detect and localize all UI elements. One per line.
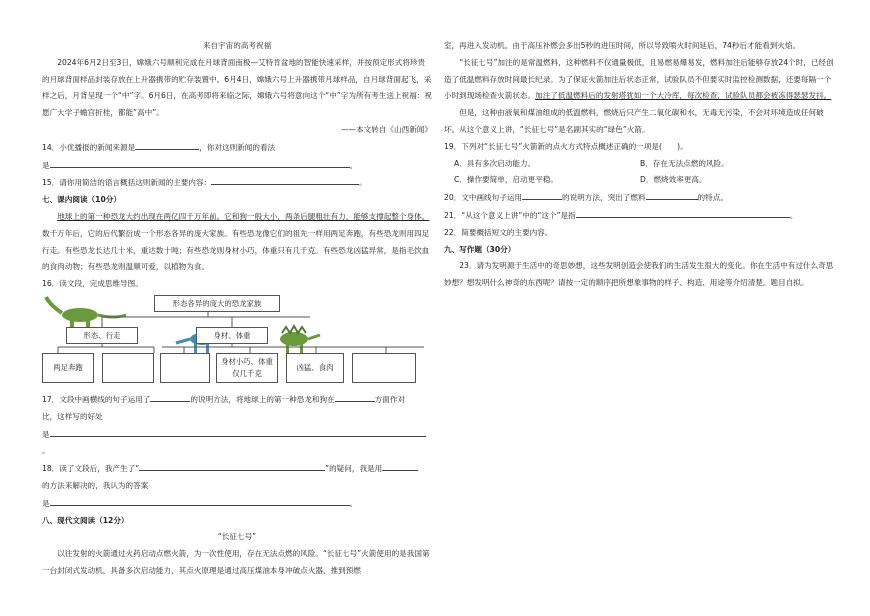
q18-line2: 的方法来解决的，我认为的答案: [42, 480, 149, 490]
q17-line3-text: 是: [42, 429, 50, 439]
dinosaur-left-icon: [46, 297, 126, 329]
article-p2-underlined: 加注了低温燃料后的发射塔犹如一个大冷库，每次检查，试验队员都会被冻得瑟瑟发抖。: [535, 91, 832, 101]
q14-tail: ，你对这则新闻的看法: [199, 142, 276, 152]
q20-text: 20．文中画线句子运用: [444, 193, 523, 203]
question-19: 19．下列对“长征七号”火箭新的点火方式特点概述正确的一项是( )。: [444, 141, 688, 151]
answer-box-1[interactable]: [102, 353, 154, 383]
news-source: ——本文转自《山西新闻》: [340, 124, 432, 134]
q19-option-a[interactable]: A．具有多次启动能力。: [454, 158, 536, 168]
q19-option-c[interactable]: C．操作要简单，启动更平稳。: [454, 175, 559, 185]
question-17: [42, 391, 432, 409]
q18-line3-text: 是: [42, 498, 50, 508]
q21-blank[interactable]: [576, 207, 790, 218]
q14-line2: 是 。: [42, 157, 432, 175]
q21-text: 21．“从这个意义上讲”中的“这个”是指: [444, 210, 576, 220]
left-column: [42, 38, 432, 580]
q18-blank-1[interactable]: [139, 460, 325, 471]
question-16: 16．读文段，完成思维导图。: [42, 279, 143, 289]
section-7-heading: 七、课内阅读（10分）: [42, 195, 121, 205]
q19-options-row-2: [444, 172, 834, 189]
q20-blank-2[interactable]: [646, 189, 698, 200]
news-paragraph: 2024年6月2日至3日，嫦娥六号顺利完成在月球背面南极—艾特肯盆地的智能快速采样，并按预定形式将珍贵的月球背面样品封装存放在上升器携带的贮存装置中。6月4日，嫦娥六号上升器携带月球样品，自月球背面起飞，采样之后，月背呈现一个“中”字。6月6日，在高考即将来临之际，嫦娥六号将意向这个“中”字为所有考生送上祝福：祝愿广大学子蟾宫折桂，都能“高中”。: [42, 57, 432, 118]
q18-text: 18．读了文段后，我产生了“: [42, 464, 140, 474]
diagram-title-box: 形态各异的庞大的恐龙家族: [154, 295, 280, 312]
q17-blank-1[interactable]: [150, 391, 190, 402]
q19-option-d[interactable]: D．燃烧效率更高。: [640, 175, 707, 185]
article-title: “长征七号”: [217, 532, 257, 542]
q18-answer-blank[interactable]: [50, 495, 350, 506]
q18-end: 。: [349, 498, 358, 508]
question-15: 15．请你用简洁的语言概括这则新闻的主要内容： 。: [42, 174, 432, 192]
question-21: [444, 207, 834, 225]
article-paragraph-3: 但是，这种由液氧和煤油组成的低温燃料，燃烧后只产生二氧化碳和水，无毒无污染，不会对环境造成任何破坏。从这个意义上讲，“长征七号”是名副其实的“绿色”火箭。: [444, 108, 824, 134]
q19-option-b[interactable]: B．存在无法点燃的风险。: [640, 158, 729, 168]
q14-text: 14．小优播报的新闻来源是: [42, 142, 136, 152]
answer-box-3[interactable]: [352, 353, 416, 383]
q17-tail: 方面作对: [374, 394, 406, 404]
underlined-sentence: 地球上的第一种恐龙大约出现在两亿四千万年前。它和狗一般大小，两条后腿粗壮有力，能够支撑起整个身体。: [57, 211, 430, 221]
article-paragraph-2: [444, 55, 834, 105]
q20-blank-1[interactable]: [522, 189, 562, 200]
q18-line3: [42, 495, 432, 513]
q21-end: 。: [789, 210, 798, 220]
q17-end: 。: [42, 446, 50, 456]
article-paragraph-1-cont: 室，再进入发动机。由于高压补燃会多出5秒的进压时间，所以导致喷火时间延后，74秒后才能看到火焰。: [444, 41, 801, 50]
q18-blank-2[interactable]: [382, 460, 418, 471]
q17-answer-blank[interactable]: [50, 426, 426, 437]
q17-line2: 比，这样写的好处: [42, 411, 103, 421]
q14-answer-blank[interactable]: [50, 157, 350, 168]
reading-paragraph: [42, 209, 432, 276]
box-small-light: 身材小巧、体重仅几千克: [216, 353, 278, 383]
answer-box-2[interactable]: [160, 353, 210, 383]
question-20: [444, 189, 834, 207]
box-form-walk: 形态、行走: [66, 327, 138, 344]
question-18: [42, 460, 432, 478]
box-fierce-carnivore: 凶猛、食肉: [286, 353, 344, 383]
q19-options-row-1: [444, 156, 834, 173]
q17-blank-2[interactable]: [335, 391, 375, 402]
q20-tail: 的特点。: [697, 193, 728, 203]
question-14: [42, 139, 432, 157]
box-body-weight: 身材、体重: [196, 327, 268, 344]
mind-map-diagram: [42, 295, 432, 387]
question-22: 22．简要概括短文的主要内容。: [444, 227, 553, 237]
article-paragraph-1: 以往发射的火箭通过火药启动点燃火箭，为一次性使用，存在无法点燃的风险。“长征七号”火箭使用的是我国第一台封闭式发动机，具备多次启动能力，其点火原理是通过高压煤油本身冲破点火器，推到预燃: [42, 549, 430, 575]
section-8-heading: 八、现代文阅读（12分）: [42, 515, 129, 525]
article-p2-text: “长征七号”加注的是常温燃料，这种燃料不仅通量极低，且易燃易爆易发，燃料加注后能够存放24个时，已经创造了低温燃料存放时间最长纪录。为了保证火箭加注后状态正常，试验队员不但要实时监控检测数据，还要每隔一个小时到现场检查火箭状态。: [444, 57, 834, 101]
q17-line3: [42, 426, 432, 444]
q17-text: 17．文段中画横线的句子运用了: [42, 394, 151, 404]
q17-mid: 的说明方法，将地球上的第一种恐龙和狗在: [190, 394, 335, 404]
news-title: 来自宇宙的高考祝福: [202, 41, 272, 50]
reading-paragraph-rest: 数千万年后，它的后代繁衍成一个形态各异的庞大家族。有些恐龙像它们的祖先一样用两足奔跑，有些恐龙则用四足行走。有些恐龙长达几十米，重达数十吨；有些恐龙则身材小巧，体重只有几千克。有些恐龙凶猛异常，是指毛饮血的食肉动物；有些恐龙则温顺可爱，以植物为食。: [42, 228, 430, 272]
q14-line2-text: 是: [42, 160, 50, 170]
dinosaur-right-icon: [280, 326, 320, 353]
q15-text: 15．请你用简洁的语言概括这则新闻的主要内容：: [42, 178, 212, 188]
q15-blank[interactable]: [211, 174, 359, 185]
section-9-heading: 九、写作题（30分）: [444, 244, 516, 254]
question-23: 23．请为发明源于生活中的奇思妙想，这些发明创造会使我们的生活发生很大的变化。你在生活中有过什么奇思妙想？想发明什么神奇的东西呢？请按一定的顺序把所想象事物的样子、构造、用途等介绍清楚。题目自拟。: [444, 261, 834, 288]
box-two-legs-run: 两足奔跑: [42, 353, 94, 383]
q14-blank[interactable]: [135, 139, 199, 150]
right-column: [444, 38, 834, 292]
q18-mid: ”的疑问，我是用: [325, 464, 383, 474]
q20-mid: 的说明方法，突出了燃料: [562, 193, 646, 203]
